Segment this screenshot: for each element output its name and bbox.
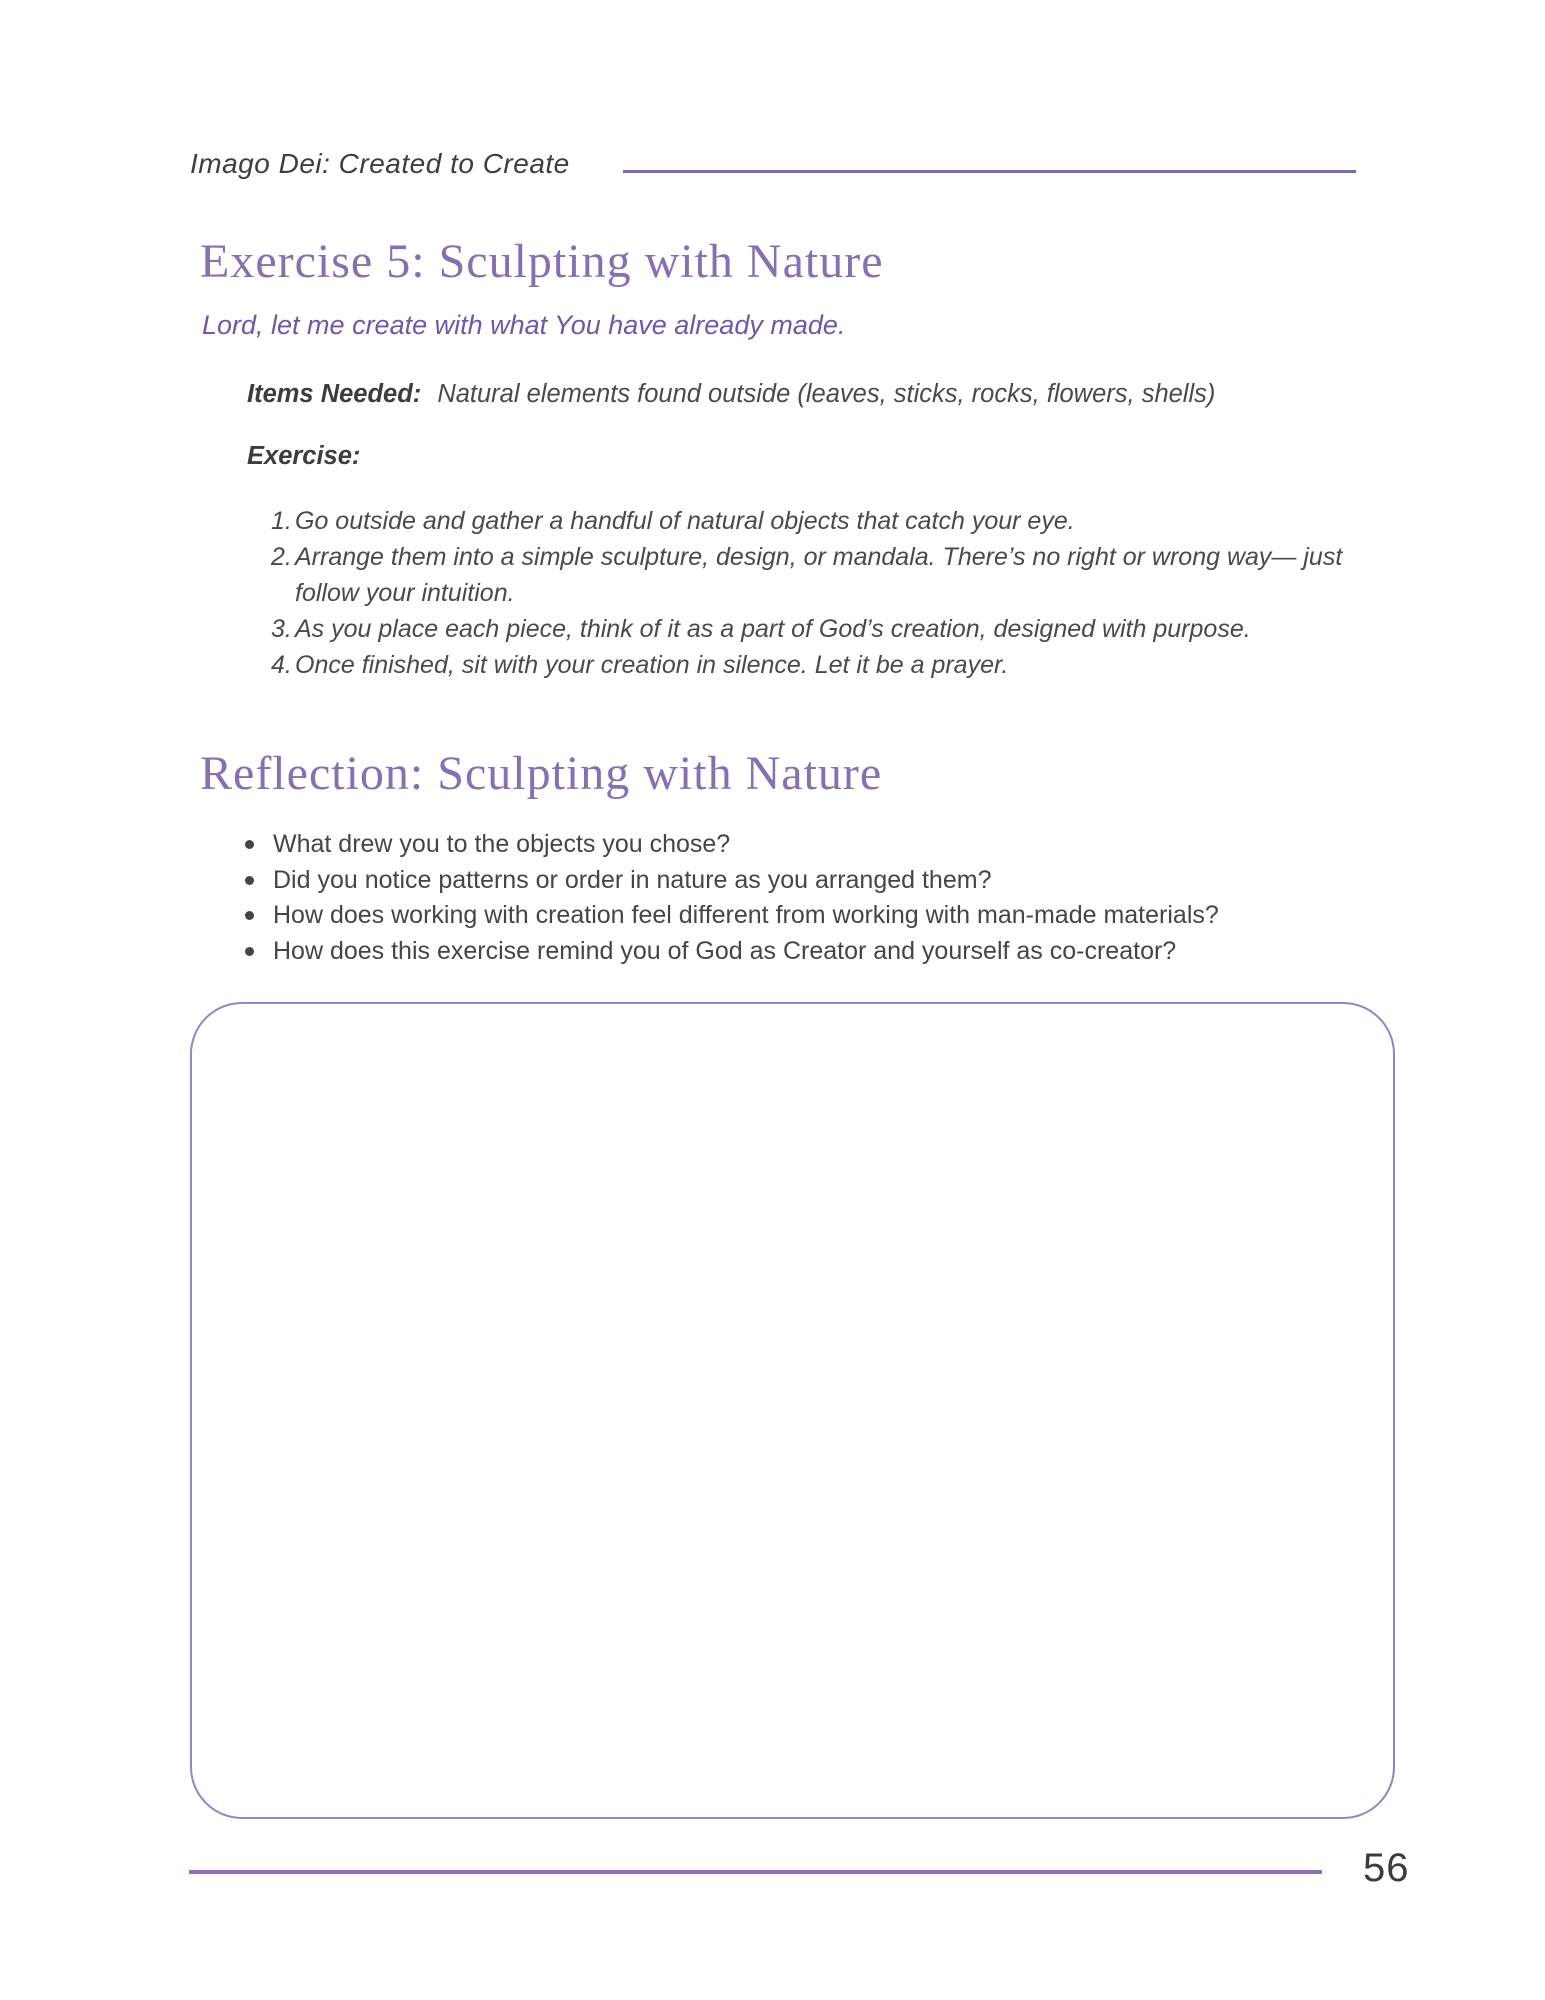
running-head: Imago Dei: Created to Create: [190, 148, 570, 179]
exercise-steps-list: [247, 503, 1359, 683]
items-needed-label: Items Needed:: [247, 380, 422, 408]
reflection-question: Did you notice patterns or order in nature as you arranged them?: [243, 863, 1383, 899]
reflection-heading: Reflection: Sculpting with Nature: [200, 747, 883, 800]
exercise-heading: Exercise 5: Sculpting with Nature: [200, 235, 884, 288]
exercise-steps-label: Exercise:: [247, 442, 361, 470]
exercise-step: As you place each piece, think of it as a part of God’s creation, designed with purpose.: [295, 615, 1251, 643]
header-divider-line: [623, 170, 1356, 173]
page-number: 56: [1363, 1846, 1410, 1890]
reflection-question: How does this exercise remind you of God as Creator and yourself as co-creator?: [243, 934, 1383, 970]
reflection-question: How does working with creation feel different from working with man-made materials?: [243, 898, 1383, 934]
exercise-step: Arrange them into a simple sculpture, design, or mandala. There’s no right or wrong way— just follow your intuition.: [295, 543, 1343, 607]
exercise-step: Once finished, sit with your creation in silence. Let it be a prayer.: [295, 651, 1009, 679]
reflection-writing-box: [190, 1002, 1395, 1819]
items-needed-row: [247, 380, 1215, 409]
prayer-subtitle: Lord, let me create with what You have already made.: [202, 310, 846, 340]
exercise-step: Go outside and gather a handful of natural objects that catch your eye.: [295, 507, 1075, 535]
reflection-question: What drew you to the objects you chose?: [243, 827, 1383, 863]
items-needed-value: Natural elements found outside (leaves, sticks, rocks, flowers, shells): [437, 380, 1216, 408]
footer-divider-line: [189, 1870, 1322, 1874]
reflection-questions-list: [243, 827, 1383, 969]
